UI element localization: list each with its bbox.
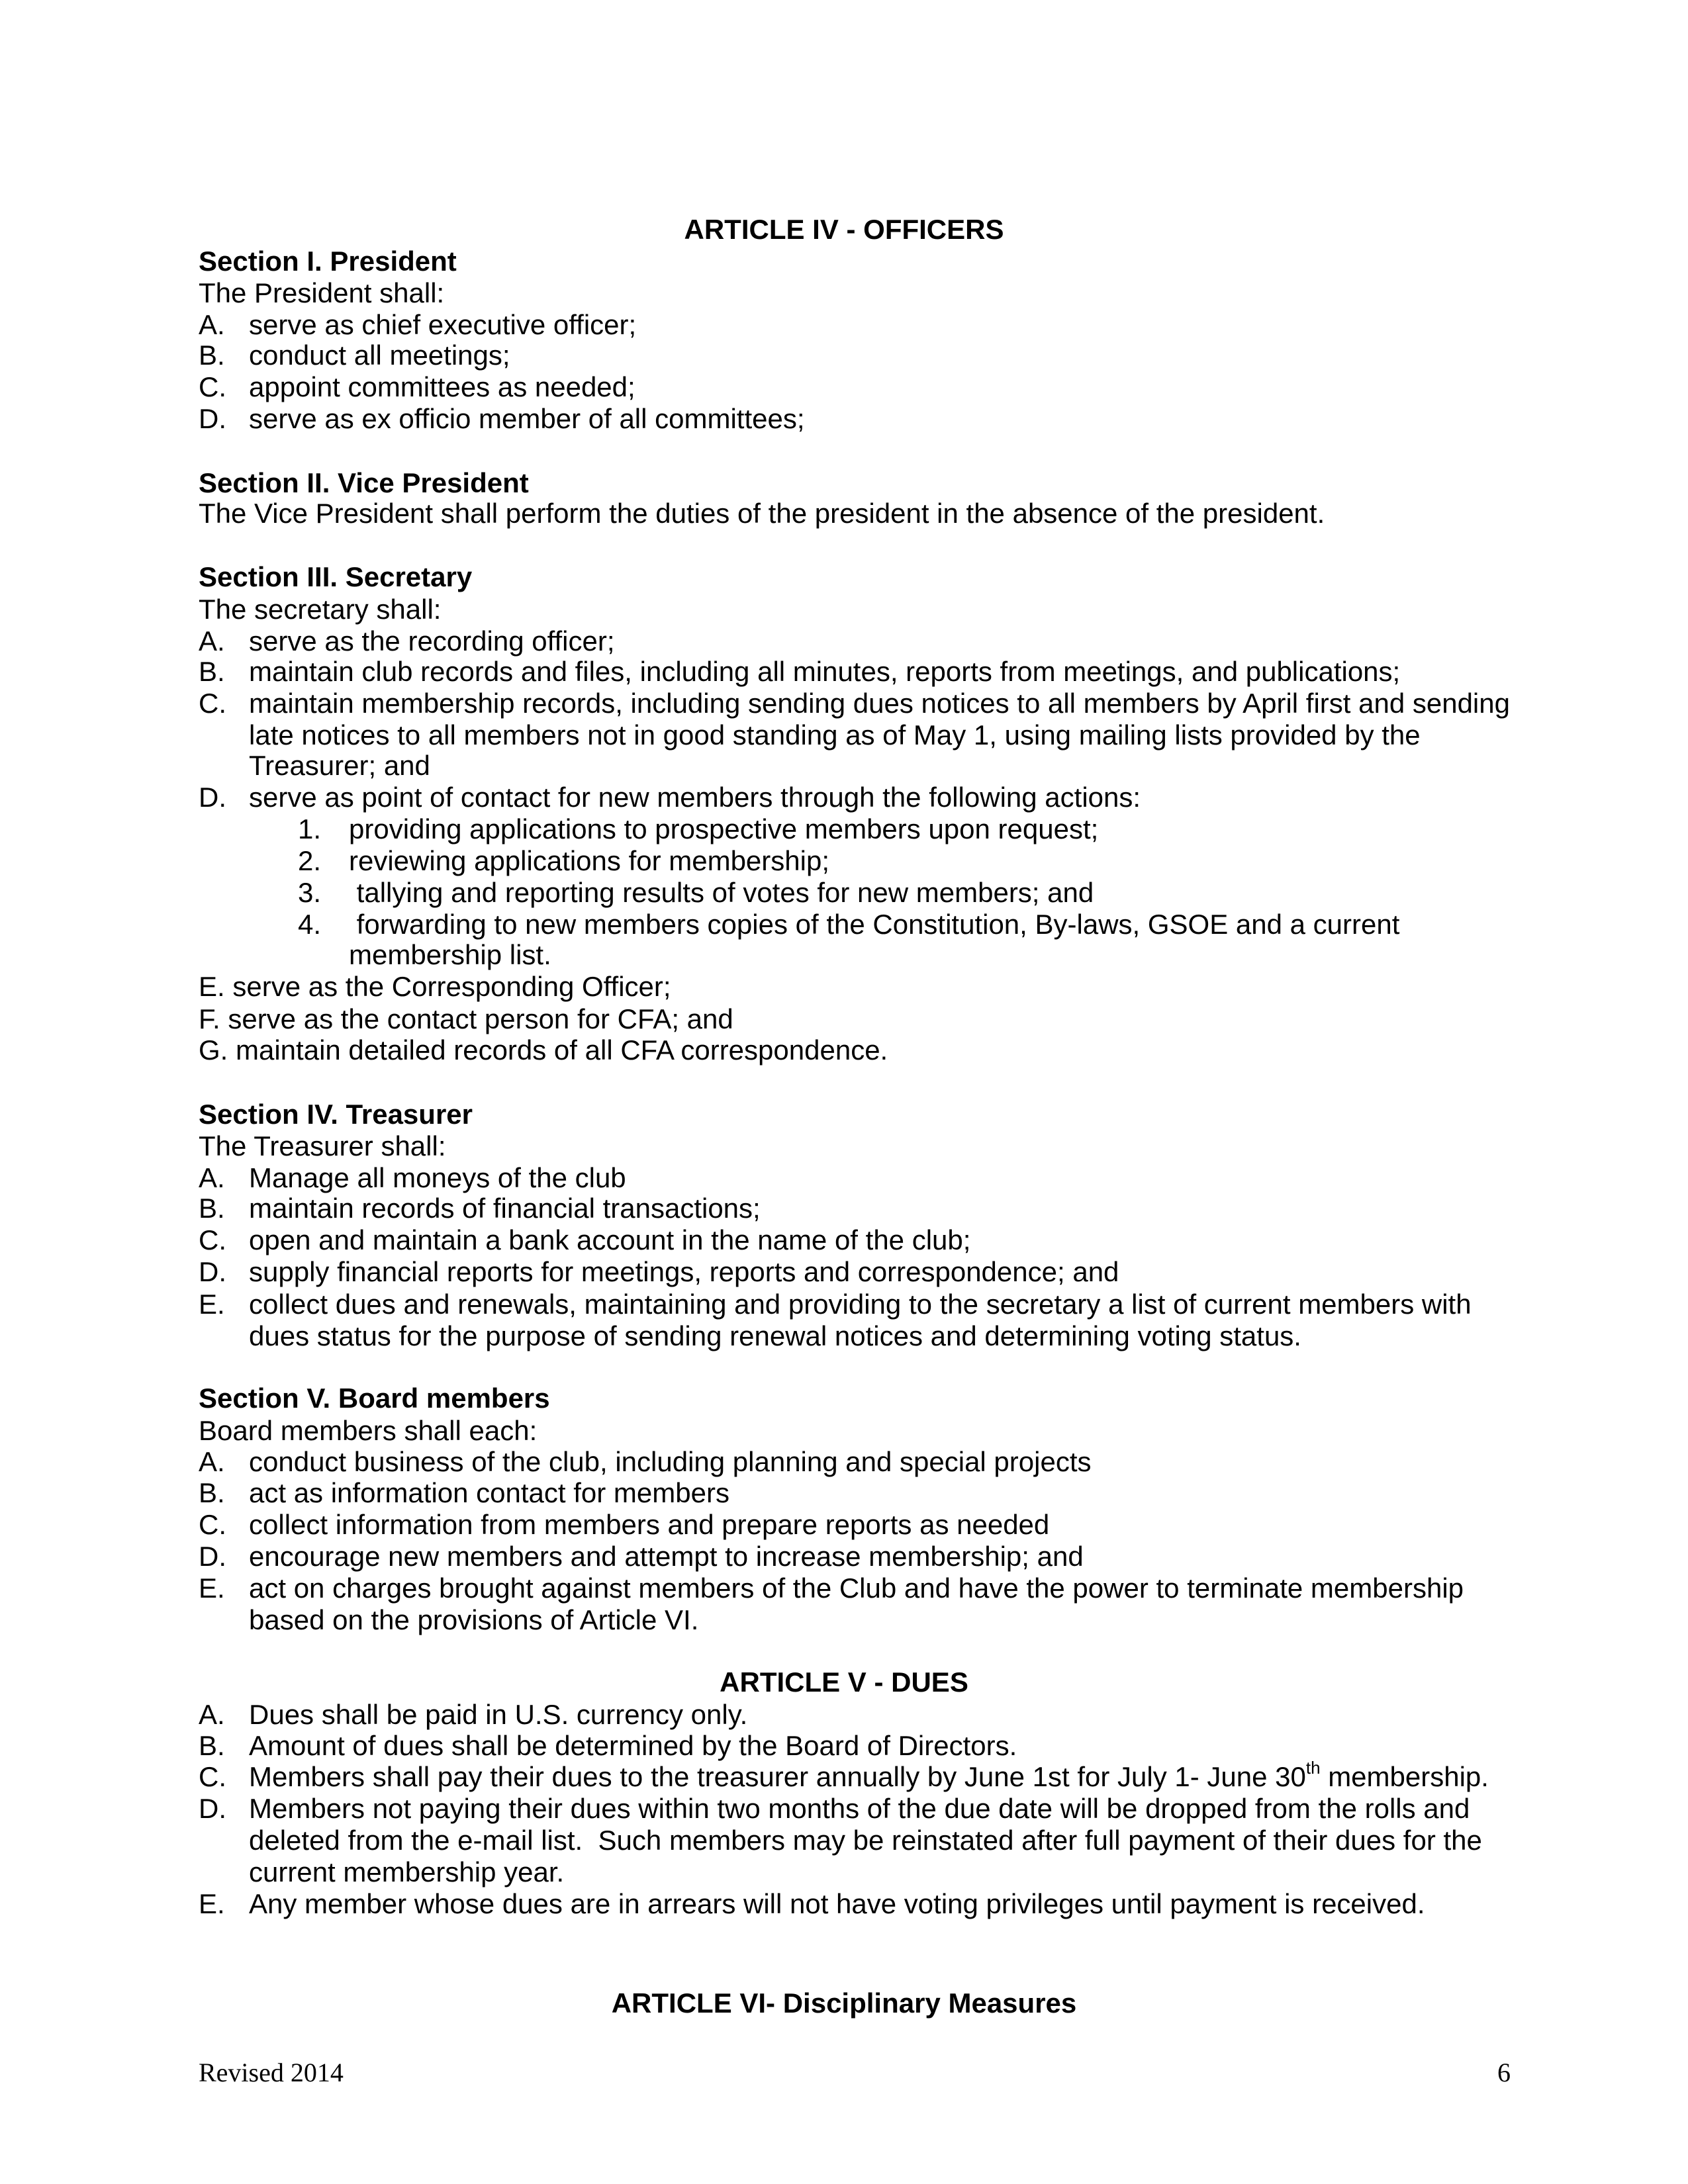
list-item [199,1477,1516,1509]
sublist-text: reviewing applications for membership; [349,845,829,876]
sublist-item [199,845,1516,877]
article-v-title: ARTICLE V - DUES [720,1666,968,1698]
section-iii-intro: The secretary shall: [199,594,442,625]
sublist-label: 2. [298,845,322,876]
list-text: serve as ex officio member of all committees; [249,403,805,434]
list-text: maintain club records and files, including all minutes, reports from meetings, and publications; [249,656,1401,687]
article-iv-title: ARTICLE IV - OFFICERS [684,214,1004,245]
list-text-continuation: based on the provisions of Article VI. [249,1604,699,1635]
list-label: B. [199,340,225,371]
section-ii-heading: Section II. Vice President [199,467,529,498]
list-text: Manage all moneys of the club [249,1162,626,1193]
list-item-inline: F. serve as the contact person for CFA; and [199,1003,733,1034]
list-text: serve as the recording officer; [249,625,615,657]
list-label: C. [199,1509,226,1540]
list-text-continuation: current membership year. [249,1856,565,1888]
list-text: conduct business of the club, including planning and special projects [249,1446,1092,1477]
list-text: open and maintain a bank account in the name of the club; [249,1224,971,1255]
list-item [199,1509,1516,1541]
sublist-text: tallying and reporting results of votes for new members; and [349,877,1094,908]
list-text: collect dues and renewals, maintaining and providing to the secretary a list of current members with [249,1289,1472,1320]
list-label: D. [199,1541,226,1572]
list-item [199,1541,1516,1572]
list-text: act as information contact for members [249,1477,729,1508]
list-item [199,309,1516,341]
list-label: C. [199,1761,226,1792]
list-label: C. [199,371,226,402]
section-iv-intro: The Treasurer shall: [199,1130,446,1161]
sublist-item [199,813,1516,845]
list-label: C. [199,1224,226,1255]
list-label: D. [199,403,226,434]
list-text: collect information from members and prepare reports as needed [249,1509,1050,1540]
sublist-text: forwarding to new members copies of the Constitution, By-laws, GSOE and a current [349,909,1400,940]
list-text: appoint committees as needed; [249,371,635,402]
list-item [199,1289,1516,1320]
sublist-item [199,909,1516,940]
list-item [199,403,1516,435]
list-text-continuation: dues status for the purpose of sending renewal notices and determining voting status. [249,1320,1301,1351]
list-text-main: Members shall pay their dues to the treasurer annually by June 1st for July 1- June 30 [249,1761,1306,1792]
list-text: conduct all meetings; [249,340,510,371]
section-iv-heading: Section IV. Treasurer [199,1099,473,1130]
list-label: B. [199,1730,225,1761]
sublist-label: 1. [298,813,322,844]
section-v-heading: Section V. Board members [199,1383,550,1414]
list-text-tail: membership. [1320,1761,1489,1792]
list-label: A. [199,625,225,657]
list-text: serve as chief executive officer; [249,309,637,340]
list-label: E. [199,1289,225,1320]
list-text: Dues shall be paid in U.S. currency only. [249,1699,748,1730]
list-item [199,1572,1516,1604]
list-item-inline: G. maintain detailed records of all CFA correspondence. [199,1034,888,1066]
list-label: B. [199,1477,225,1508]
list-label: E. [199,1888,225,1919]
list-label: D. [199,1793,226,1824]
list-item [199,1758,1516,1793]
list-text: supply financial reports for meetings, reports and correspondence; and [249,1256,1119,1287]
list-label: A. [199,1446,225,1477]
list-item-inline: E. serve as the Corresponding Officer; [199,971,671,1002]
section-i-heading: Section I. President [199,246,457,277]
list-text: serve as point of contact for new members through the following actions: [249,782,1141,813]
list-label: D. [199,782,226,813]
sublist-text: providing applications to prospective members upon request; [349,813,1099,844]
footer-revision: Revised 2014 [199,2058,344,2087]
list-text-continuation: deleted from the e-mail list. Such members may be reinstated after full payment of their dues for the [249,1825,1482,1856]
list-label: D. [199,1256,226,1287]
list-item [199,1224,1516,1256]
list-label: E. [199,1572,225,1604]
list-label: A. [199,309,225,340]
section-i-intro: The President shall: [199,277,445,308]
page-number: 6 [1497,2058,1511,2087]
list-label: B. [199,1193,225,1224]
list-item [199,1730,1516,1762]
section-ii-body: The Vice President shall perform the duties of the president in the absence of the president. [199,498,1325,529]
ordinal-superscript: th [1305,1758,1321,1778]
list-item [199,1446,1516,1478]
list-item [199,1193,1516,1224]
list-text: Amount of dues shall be determined by the Board of Directors. [249,1730,1017,1761]
list-item [199,625,1516,657]
list-label: C. [199,688,226,719]
list-text-continuation: Treasurer; and [249,750,430,781]
list-item [199,340,1516,371]
sublist-label: 3. [298,877,322,908]
list-label: A. [199,1699,225,1730]
list-label: A. [199,1162,225,1193]
section-v-intro: Board members shall each: [199,1415,538,1446]
list-text: maintain membership records, including sending dues notices to all members by April first and sending [249,688,1510,719]
sublist-label: 4. [298,909,322,940]
list-item [199,1162,1516,1194]
list-item [199,688,1516,719]
section-iii-heading: Section III. Secretary [199,561,473,592]
list-item [199,782,1516,813]
list-text: maintain records of financial transactions; [249,1193,761,1224]
list-item [199,656,1516,688]
sublist-item [199,877,1516,909]
list-text [249,1758,1489,1793]
list-item [199,371,1516,403]
list-text: Any member whose dues are in arrears will not have voting privileges until payment is received. [249,1888,1425,1919]
list-text: act on charges brought against members of the Club and have the power to terminate membership [249,1572,1464,1604]
list-item [199,1699,1516,1731]
list-label: B. [199,656,225,687]
list-text-continuation: late notices to all members not in good standing as of May 1, using mailing lists provided by the [249,719,1421,751]
list-item [199,1256,1516,1288]
list-item [199,1888,1516,1920]
list-text: Members not paying their dues within two months of the due date will be dropped from the rolls and [249,1793,1470,1824]
sublist-text-continuation: membership list. [349,939,551,970]
list-text: encourage new members and attempt to increase membership; and [249,1541,1084,1572]
list-item [199,1793,1516,1825]
article-vi-title: ARTICLE VI- Disciplinary Measures [611,1987,1077,2019]
